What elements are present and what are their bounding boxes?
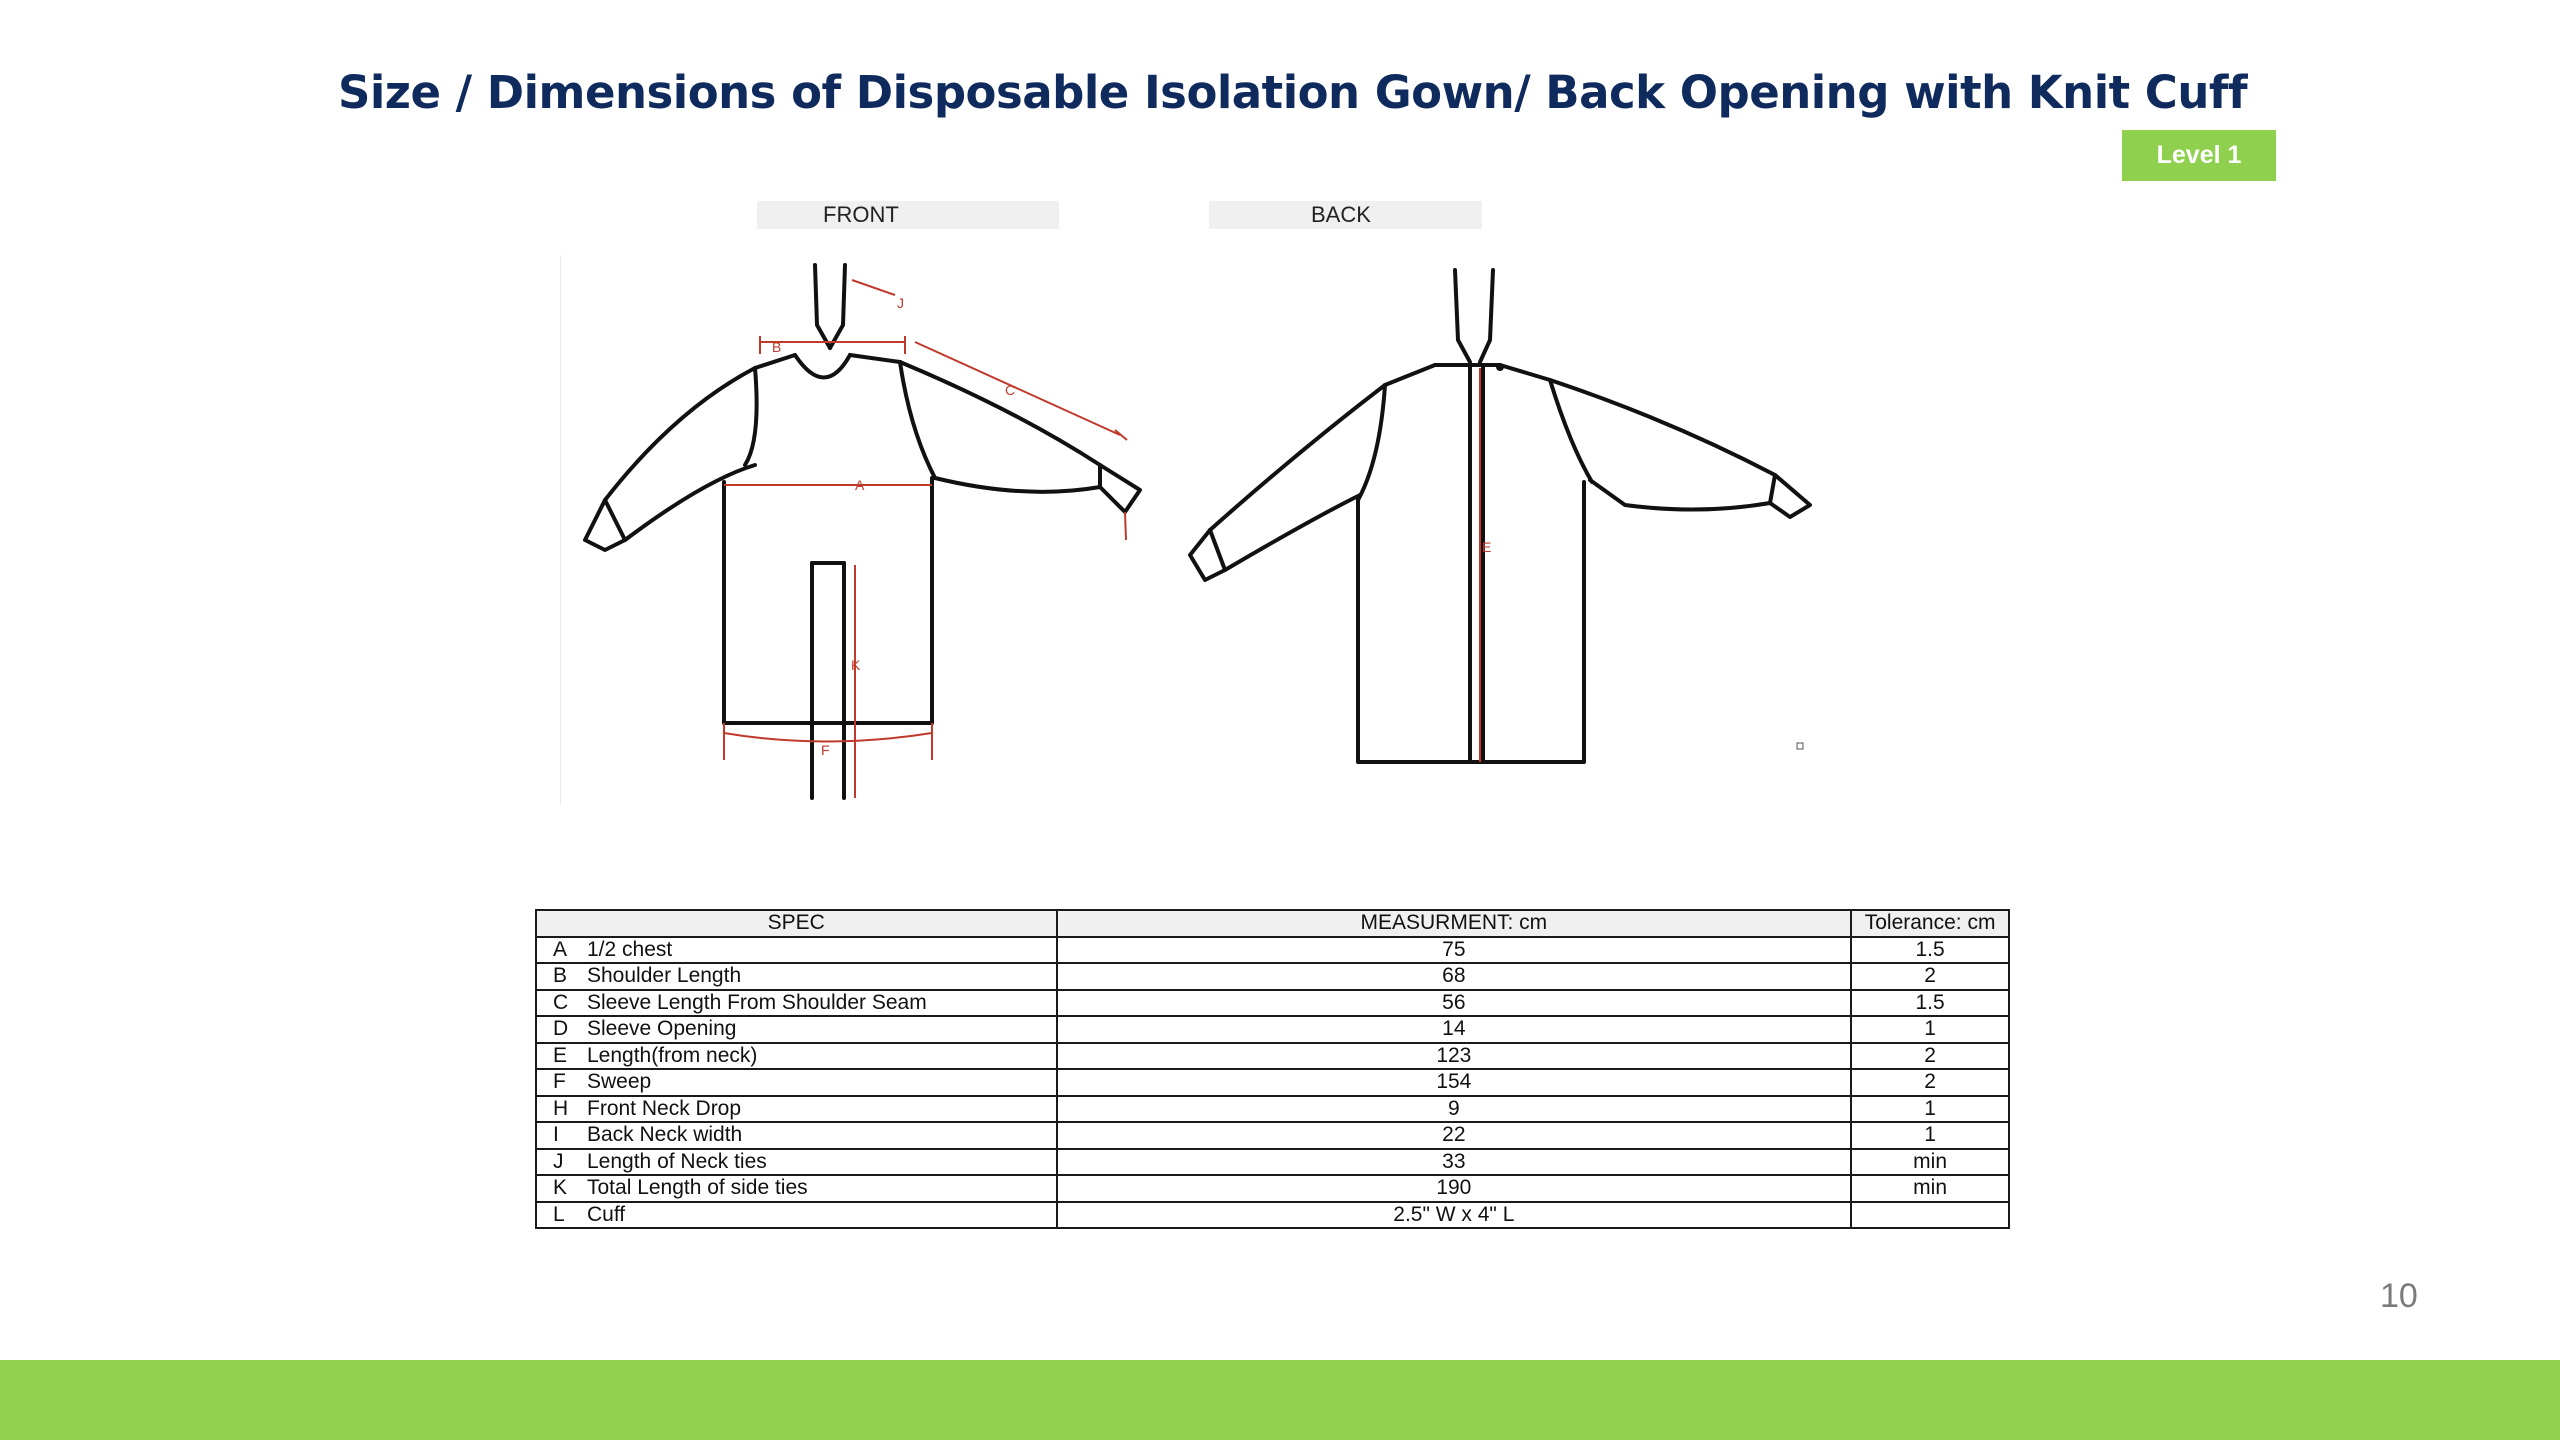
table-row <box>536 1175 2009 1202</box>
spec-letter: B <box>553 964 568 988</box>
spec-cell <box>536 1122 1057 1149</box>
spec-letter: F <box>553 1070 566 1094</box>
spec-letter: E <box>553 1043 568 1067</box>
page-number: 10 <box>2380 1277 2418 1315</box>
back-gown-drawing <box>1180 260 1820 780</box>
table-row <box>536 990 2009 1017</box>
table-row <box>536 1069 2009 1096</box>
tolerance-cell: 2 <box>1851 963 2009 990</box>
measurement-cell: 22 <box>1057 1122 1852 1149</box>
spec-letter: A <box>553 937 568 961</box>
spec-cell <box>536 1149 1057 1176</box>
measurement-cell: 190 <box>1057 1175 1852 1202</box>
spec-letter: C <box>553 990 569 1014</box>
footer-bar <box>0 1360 2560 1440</box>
tolerance-cell: 1.5 <box>1851 990 2009 1017</box>
spec-name: Sleeve Opening <box>587 1017 737 1041</box>
measurement-cell: 123 <box>1057 1043 1852 1070</box>
header-spec: SPEC <box>536 910 1057 937</box>
measurement-cell: 33 <box>1057 1149 1852 1176</box>
spec-letter: H <box>553 1096 569 1120</box>
spec-name: Front Neck Drop <box>587 1096 742 1120</box>
marker-j: J <box>897 295 904 311</box>
slide-title: Size / Dimensions of Disposable Isolation Gown/ Back Opening with Knit Cuff <box>337 66 2248 119</box>
measurement-cell: 75 <box>1057 937 1852 964</box>
tolerance-cell: 2 <box>1851 1043 2009 1070</box>
header-tolerance: Tolerance: cm <box>1851 910 2009 937</box>
measurement-cell: 56 <box>1057 990 1852 1017</box>
table-row <box>536 1149 2009 1176</box>
spec-name: Cuff <box>587 1202 626 1226</box>
spec-cell <box>536 1043 1057 1070</box>
level-badge: Level 1 <box>2122 130 2276 181</box>
tolerance-cell: 2 <box>1851 1069 2009 1096</box>
marker-c: C <box>1005 382 1016 398</box>
spec-name: Length of Neck ties <box>587 1149 767 1173</box>
measurement-cell: 2.5" W x 4" L <box>1057 1202 1852 1229</box>
tolerance-cell: 1 <box>1851 1096 2009 1123</box>
spec-name: Shoulder Length <box>587 964 742 988</box>
tolerance-cell: min <box>1851 1149 2009 1176</box>
table-row <box>536 1202 2009 1229</box>
spec-name: Length(from neck) <box>587 1043 758 1067</box>
spec-letter: D <box>553 1017 569 1041</box>
marker-a: A <box>855 477 865 493</box>
measurement-cell: 9 <box>1057 1096 1852 1123</box>
spec-name: Sleeve Length From Shoulder Seam <box>587 990 927 1014</box>
front-view-label: FRONT <box>757 201 1059 229</box>
spec-cell <box>536 1202 1057 1229</box>
table-row <box>536 963 2009 990</box>
table-row <box>536 937 2009 964</box>
table-row <box>536 1043 2009 1070</box>
tolerance-cell: 1.5 <box>1851 937 2009 964</box>
spec-cell <box>536 990 1057 1017</box>
table-row <box>536 1096 2009 1123</box>
spec-cell <box>536 1096 1057 1123</box>
small-square-mark <box>1796 742 1804 750</box>
spec-cell <box>536 937 1057 964</box>
spec-name: Total Length of side ties <box>587 1176 808 1200</box>
back-view-label: BACK <box>1209 201 1482 229</box>
table-header-row <box>536 910 2009 937</box>
spec-letter: L <box>553 1202 565 1226</box>
measurement-cell: 14 <box>1057 1016 1852 1043</box>
spec-letter: I <box>553 1123 559 1147</box>
spec-name: Back Neck width <box>587 1123 743 1147</box>
header-measurement: MEASURMENT: cm <box>1057 910 1852 937</box>
spec-name: Sweep <box>587 1070 652 1094</box>
tolerance-cell: min <box>1851 1175 2009 1202</box>
spec-cell <box>536 1175 1057 1202</box>
marker-e: E <box>1482 539 1492 555</box>
spec-letter: K <box>553 1176 568 1200</box>
front-gown-drawing <box>555 250 1155 810</box>
spec-cell <box>536 1016 1057 1043</box>
tolerance-cell: 1 <box>1851 1122 2009 1149</box>
spec-table <box>535 909 2010 1229</box>
marker-b: B <box>772 339 782 355</box>
marker-k: K <box>851 657 861 673</box>
spec-cell <box>536 1069 1057 1096</box>
tolerance-cell: 1 <box>1851 1016 2009 1043</box>
spec-name: 1/2 chest <box>587 937 673 961</box>
table-row <box>536 1016 2009 1043</box>
spec-letter: J <box>553 1149 564 1173</box>
marker-f: F <box>821 742 830 758</box>
tolerance-cell <box>1851 1202 2009 1229</box>
table-row <box>536 1122 2009 1149</box>
measurement-cell: 154 <box>1057 1069 1852 1096</box>
measurement-cell: 68 <box>1057 963 1852 990</box>
spec-cell <box>536 963 1057 990</box>
